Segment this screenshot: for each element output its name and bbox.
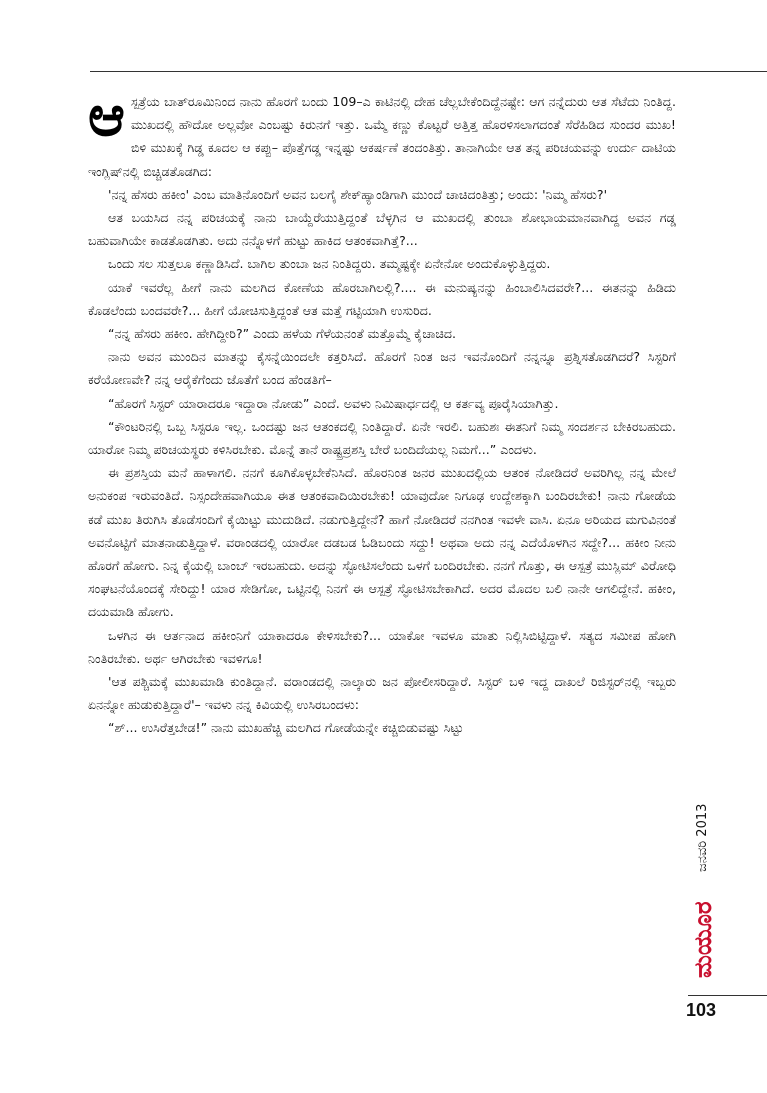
article-paragraph: “ನನ್ನ ಹೆಸರು ಹಕೀಂ. ಹೇಗಿದ್ದೀರಿ?” ಎಂದು ಹಳೆಯ ಗೆಳೆಯನಂತೆ ಮತ್ತೊಮ್ಮೆ ಕೈಚಾಚಿದ. [108,326,457,342]
page-number: 103 [686,1000,717,1020]
paragraph-text: ಸ್ಪತ್ರೆಯ ಬಾತ್‌ರೂಮಿನಿಂದ ನಾನು ಹೊರಗೆ ಬಂದು 109–ಎ ಕಾಟಿನಲ್ಲಿ ದೇಹ ಚೆಲ್ಲಬೇಕೆಂದಿದ್ದೆನಷ್ಟೇ: ಆಗ ನನ್ನೆದುರು ಆತ ಸೆಟೆದು ನಿಂತಿದ್ದ. ಮುಖದಲ್ಲಿ ಹೌದೋ ಅಲ್ಲವೋ ಎಂಬಷ್ಟು ಕಿರುನಗೆ ಇತ್ತು. ಒಮ್ಮೆ ಕಣ್ಣು ಕೊಟ್ಟರೆ ಅತ್ತಿತ್ತ ಹೊರಳಿಸಲಾಗದಂತೆ ಸೆರೆಹಿಡಿದ ಸುಂದರ ಮುಖ! ಬಿಳಿ ಮುಖಕ್ಕೆ ಗಿಡ್ಡ ಕೂದಲ ಆ ಕಪ್ಪು– ಪೊತ್ತೆಗಡ್ಡ ಇನ್ನಷ್ಟು ಆಕರ್ಷಣೆ ತಂದಂತಿತ್ತು. ತಾನಾಗಿಯೇ ಆತ ತನ್ನ ಪರಿಚಯವನ್ನು ಉರ್ದು ದಾಟಿಯ ಇಂಗ್ಲಿಷ್‌ನಲ್ಲಿ ಬಿಚ್ಚಿಡತೊಡಗಿದ: [88,94,676,179]
article-paragraph: ಆತ ಬಯಸಿದ ನನ್ನ ಪರಿಚಯಕ್ಕೆ ನಾನು ಬಾಯ್ದೆರೆಯುತ್ತಿದ್ದಂತೆ ಬೆಳ್ಳಗಿನ ಆ ಮುಖದಲ್ಲಿ ತುಂಬಾ ಶೋಭಾಯಮಾನವಾಗಿದ್ದ ಅವನ ಗಡ್ಡ ಬಹುವಾಗಿಯೇ ಕಾಡತೊಡಗಿತು. ಅದು ನನ್ನೊಳಗೆ ಹುಟ್ಟು ಹಾಕಿದ ಆತಂಕವಾಗಿತ್ತೆ?... [88,210,676,249]
footer-rule [688,995,767,996]
magazine-logo: ಮಯೂರ [689,901,717,979]
article-body [88,84,676,740]
article-paragraph: ಒಂದು ಸಲ ಸುತ್ತಲೂ ಕಣ್ಣಾಡಿಸಿದೆ. ಬಾಗಿಲ ತುಂಬಾ ಜನ ನಿಂತಿದ್ದರು. ತಮ್ಮಷ್ಟಕ್ಕೇ ಏನೇನೋ ಅಂದುಕೊಳ್ಳುತ್ತಿದ್ದರು. [108,256,551,272]
article-paragraph [88,84,676,183]
article-paragraph: “ಕೌಂಟರಿನಲ್ಲಿ ಒಬ್ಬ ಸಿಸ್ಟರೂ ಇಲ್ಲ. ಒಂದಷ್ಟು ಜನ ಆತಂಕದಲ್ಲಿ ನಿಂತಿದ್ದಾರೆ. ಏನೇ ಇರಲಿ. ಬಹುಶಃ ಈತನಿಗೆ ನಿಮ್ಮ ಸಂದರ್ಶನ ಬೇಕಿರಬಹುದು. ಯಾರೋ ನಿಮ್ಮ ಪರಿಚಯಸ್ಥರು ಕಳಿಸಿರಬೇಕು. ಮೊನ್ನೆ ತಾನೆ ರಾಷ್ಟ್ರಪ್ರಶಸ್ತಿ ಬೇರೆ ಬಂದಿದೆಯಲ್ಲ ನಿಮಗೆ...” ಎಂದಳು. [88,418,676,458]
article-paragraph: 'ನನ್ನ ಹೆಸರು ಹಕೀಂ' ಎಂಬ ಮಾತಿನೊಂದಿಗೆ ಅವನ ಬಲಗೈ ಶೇಕ್‌ಹ್ಯಾಂಡಿಗಾಗಿ ಮುಂದೆ ಚಾಚಿದಂತಿತ್ತು; ಅಂದು: 'ನಿಮ್ಮ ಹೆಸರು?' [108,186,608,202]
magazine-side-mark [688,795,718,990]
article-paragraph: 'ಆತ ಪಶ್ಚಿಮಕ್ಕೆ ಮುಖಮಾಡಿ ಕುಂತಿದ್ದಾನೆ. ವರಾಂಡದಲ್ಲಿ ನಾಲ್ಕಾರು ಜನ ಪೋಲೀಸರಿದ್ದಾರೆ. ಸಿಸ್ಟರ್ ಬಳಿ ಇದ್ದ ದಾಖಲೆ ರಿಜಿಸ್ಟರ್‌ನಲ್ಲಿ ಇಬ್ಬರು ಏನನ್ನೋ ಹುಡುಕುತ್ತಿದ್ದಾರೆ'– ಇವಳು ನನ್ನ ಕಿವಿಯಲ್ಲಿ ಉಸಿರಬಂದಳು: [88,674,676,713]
article-paragraph: “ಹೊರಗೆ ಸಿಸ್ಟರ್ ಯಾರಾದರೂ ಇದ್ದಾರಾ ನೋಡು” ಎಂದೆ. ಅವಳು ನಿಮಿಷಾರ್ಧದಲ್ಲಿ ಆ ಕರ್ತವ್ಯ ಪೂರೈಸಿಯಾಗಿತ್ತು. [108,395,559,411]
issue-date: ಜನವರಿ 2013 [695,803,710,872]
article-paragraph: ನಾನು ಅವನ ಮುಂದಿನ ಮಾತನ್ನು ಕೈಸನ್ನೆಯಿಂದಲೇ ಕತ್ತರಿಸಿದೆ. ಹೊರಗೆ ನಿಂತ ಜನ ಇವನೊಂದಿಗೆ ನನ್ನನ್ನೂ ಪ್ರಶ್ನಿಸತೊಡಗಿದರೆ? ಸಿಸ್ಟರಿಗೆ ಕರೆಯೋಣವೇ? ನನ್ನ ಆರೈಕೆಗೆಂದು ಜೊತೆಗೆ ಬಂದ ಹೆಂಡತಿಗೆ– [88,349,676,388]
top-rule [90,71,767,72]
article-paragraph: ಈ ಪ್ರಶಸ್ತಿಯ ಮನೆ ಹಾಳಾಗಲಿ. ನನಗೆ ಕೂಗಿಕೊಳ್ಳಬೇಕೆನಿಸಿದೆ. ಹೊರನಿಂತ ಜನರ ಮುಖದಲ್ಲಿಯ ಆತಂಕ ನೋಡಿದರೆ ಅವರಿಗಿಲ್ಲ ನನ್ನ ಮೇಲೆ ಅನುಕಂಪ ಇರುವಂತಿದೆ. ನಿಸ್ಸಂದೇಹವಾಗಿಯೂ ಈತ ಆತಂಕವಾದಿಯಿರಬೇಕು! ಯಾವುದೋ ನಿಗೂಢ ಉದ್ದೇಶಕ್ಕಾಗಿ ಬಂದಿರಬೇಕು! ನಾನು ಗೋಡೆಯ ಕಡೆ ಮುಖ ತಿರುಗಿಸಿ ತೊಡೆಸಂದಿಗೆ ಕೈಯಿಟ್ಟು ಮುದುಡಿದೆ. ನಡುಗುತ್ತಿದ್ದೇನೆ? ಹಾಗೆ ನೋಡಿದರೆ ನನಗಿಂತ ಇವಳೇ ವಾಸಿ. ಏನೂ ಅರಿಯದ ಮಗುವಿನಂತೆ ಅವನೊಟ್ಟಿಗೆ ಮಾತನಾಡುತ್ತಿದ್ದಾಳೆ. ವರಾಂಡದಲ್ಲಿ ಯಾರೋ ದಡಬಡ ಓಡಿಬಂದು ಸದ್ದು! ಅಥವಾ ಅದು ನನ್ನ ಎದೆಯೊಳಗಿನ ಸದ್ದೇ?... ಹಕೀಂ ನೀನು ಹೊರಗೆ ಹೋಗು. ನಿನ್ನ ಕೈಯಲ್ಲಿ ಬಾಂಬ್ ಇರಬಹುದು. ಅದನ್ನು ಸ್ಫೋಟಿಸಲೆಂದು ಒಳಗೆ ಬಂದಿರಬೇಕು. ನನಗೆ ಗೊತ್ತು, ಈ ಆಸ್ಪತ್ರೆ ಮುಸ್ಲಿಮ್ ವಿರೋಧಿ ಸಂಘಟನೆಯೊಂದಕ್ಕೆ ಸೇರಿದ್ದು! ಯಾರ ಸೇಡಿಗೋ, ಒಟ್ಟಿನಲ್ಲಿ ನಿನಗೆ ಈ ಆಸ್ಪತ್ರೆ ಸ್ಫೋಟಿಸಬೇಕಾಗಿದೆ. ಅದರ ಮೊದಲ ಬಲಿ ನಾನೇ ಆಗಲಿದ್ದೇನೆ. ಹಕೀಂ, ದಯಮಾಡಿ ಹೋಗು. [88,465,676,620]
article-paragraph: ಯಾಕೆ ಇವರೆಲ್ಲ ಹೀಗೆ ನಾನು ಮಲಗಿದ ಕೋಣೆಯ ಹೊರಬಾಗಿಲಲ್ಲಿ?.... ಈ ಮನುಷ್ಯನನ್ನು ಹಿಂಬಾಲಿಸಿದವರೇ?... ಈತನನ್ನು ಹಿಡಿದು ಕೊಡಲೆಂದು ಬಂದವರೇ?... ಹೀಗೆ ಯೋಚಿಸುತ್ತಿದ್ದಂತೆ ಆತ ಮತ್ತೆ ಗಟ್ಟಿಯಾಗಿ ಉಸುರಿದ. [88,279,676,318]
article-paragraph: “ಶ್... ಉಸಿರೆತ್ತಬೇಡ!” ನಾನು ಮುಖಹೆಚ್ಚಿ ಮಲಗಿದ ಗೋಡೆಯನ್ನೇ ಕಚ್ಚಿಬಿಡುವಷ್ಟು ಸಿಟ್ಟು [108,720,464,736]
drop-cap: ಆ [88,84,125,149]
article-paragraph: ಒಳಗಿನ ಈ ಆರ್ತನಾದ ಹಕೀಂನಿಗೆ ಯಾಕಾದರೂ ಕೇಳಿಸಬೇಕು?... ಯಾಕೋ ಇವಳೂ ಮಾತು ನಿಲ್ಲಿಸಿಬಿಟ್ಟಿದ್ದಾಳೆ. ಸತ್ಯದ ಸಮೀಪ ಹೋಗಿ ನಿಂತಿರಬೇಕು. ಅರ್ಥ ಆಗಿರಬೇಕು ಇವಳಿಗೂ! [88,627,676,666]
